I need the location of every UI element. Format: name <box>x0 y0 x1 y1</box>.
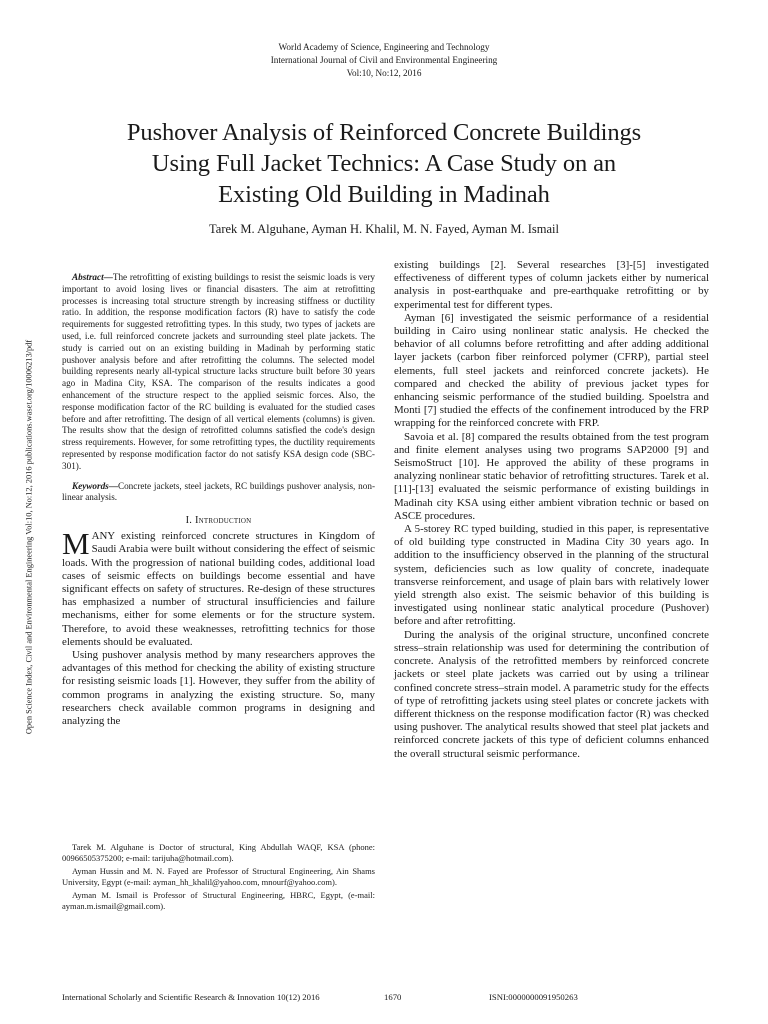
paper-title <box>20 117 748 210</box>
journal-subtitle: International Journal of Civil and Environmental Engineering <box>270 55 498 65</box>
author-footnotes <box>62 842 375 915</box>
footer-publisher: International Scholarly and Scientific Research & Innovation 10(12) 2016 <box>62 992 320 1002</box>
right-paragraph-3: Savoia et al. [8] compared the results obtained from the test program and finite element analyses using two programs SAP2000 [9] and SeismoStruct [10]. He approved the ability of these programs in analyzing nonlinear static behavior of retrofitting structures. Tarek et al. [11]-[13] evaluated the seismic performance of existing buildings in Madinah city KSA using either ambient vibration technic or based on ASCE procedures. <box>394 430 709 522</box>
footer-isni: ISNI:0000000091950263 <box>489 992 578 1002</box>
section-title: Introduction <box>194 515 252 527</box>
keywords <box>62 481 375 505</box>
side-margin-notice <box>22 262 36 812</box>
section-number: I. <box>185 515 193 527</box>
abstract-dash: — <box>103 272 113 282</box>
author-list: Tarek M. Alguhane, Ayman H. Khalil, M. N. Fayed, Ayman M. Ismail <box>209 222 559 236</box>
side-margin-text: Open Science Index, Civil and Environmental Engineering Vol:10, No:12, 2016 publications.waset.org/10006213/pdf <box>24 339 34 735</box>
intro-paragraph-1 <box>62 526 375 649</box>
intro-lead-word: ANY <box>91 530 115 543</box>
title-line-1: Pushover Analysis of Reinforced Concrete Buildings <box>126 119 642 146</box>
keywords-text: Concrete jackets, steel jackets, RC buildings pushover analysis, non-linear analysis. <box>62 480 375 503</box>
footnote-3: Ayman M. Ismail is Professor of Structural Engineering, HBRC, Egypt, (e-mail: ayman.m.ismail@gmail.com). <box>62 890 375 911</box>
intro-paragraph-1-text: existing reinforced concrete structures in Kingdom of Saudi Arabia were built without considering the effect of seismic loads. With the progression of national building codes, additional load cases of seismic effects on buildings become essential and have significant effects on safety of structures. Re-design of these structures has emphasized a number of structural insufficiencies and failure mechanisms, either for some elements or for the structure system. Therefore, to avoid these weaknesses, retrofitting technics for those elements should be evaluated. <box>62 530 375 648</box>
right-paragraph-5: During the analysis of the original structure, unconfined concrete stress–strain relationship was used for determining the contribution of concrete. Analysis of the retrofitted members by reinforced concrete jackets or steel plate jackets was carried out by using a trilinear confined concrete stress–strain model. A parametric study for the effects of type of retrofitting jackets using steel plates or concrete jackets with different thickness on the response modification factor (R) was checked using pushover. The analytical results showed that steel plat jackets and reinforced concrete jackets of this type of deficient columns enhanced the overall structural seismic performance. <box>394 628 709 760</box>
journal-volume: Vol:10, No:12, 2016 <box>346 68 422 78</box>
page-number: 1670 <box>384 992 402 1002</box>
abstract-text: The retrofitting of existing buildings to resist the seismic loads is very important to avoid losing lives or financial disasters. The aim at retrofitting processes is increasing total structure strength by increasing stiffness or ductility ratio. In addition, the response modification factors (R) have to satisfy the code requirements for suggested retrofitting types. In this study, two types of jackets are used, i.e. full reinforced concrete jackets and surrounding steel plate jackets. The study is carried out on an existing building in Madinah by performing static pushover analysis before and after retrofitting the columns. The selected model building represents nearly all-typical structure lacks structure built before 30 years ago in Madina City, KSA. The comparison of the results indicates a good enhancement of the structure respect to the applied seismic forces. Also, the response modification factor of the RC building is evaluated for the studied cases before and after retrofitting. The design of all vertical elements (columns) is given. The results show that the design of retrofitted columns satisfied the code's design stress requirements. However, for some retrofitting types, the ductility requirements represented by response modification factor do not satisfy KSA design code (SBC- 301). <box>62 272 375 471</box>
intro-paragraph-2: Using pushover analysis method by many researchers approves the advantages of this method for checking the ability of existing structure for resisting seismic loads [1]. However, they suffer from the ability of common programs in analyzing the existing structure. So, many researchers check available common programs in designing and analyzing the <box>62 648 375 727</box>
right-paragraph-1: existing buildings [2]. Several researches [3]-[5] investigated effectiveness of different types of column jackets either by numerical analysis in post-earthquake and pre-earthquake retrofitting or by experimental test for different types. <box>394 259 709 311</box>
abstract-label: Abstract <box>72 272 104 282</box>
title-line-3: Existing Old Building in Madinah <box>218 181 550 208</box>
footnote-1: Tarek M. Alguhane is Doctor of structural, King Abdullah WAQF, KSA (phone: 00966505375200; e-mail: tarijuha@hotmail.com). <box>62 842 375 863</box>
title-line-2: Using Full Jacket Technics: A Case Study on an <box>151 150 617 177</box>
keywords-label: Keywords <box>72 480 109 491</box>
right-paragraph-4: A 5-storey RC typed building, studied in this paper, is representative of old building type constructed in Madina City 30 years ago. In addition to the insufficiency observed in the planning of the structural system, deficiencies such as low quality of concrete, inadequate transverse reinforcement, and usage of plain bars with relatively lower yield strength also exist. The seismic behavior of this building is investigated using nonlinear static analytical procedure (Pushover) before and after retrofitting. <box>394 523 709 628</box>
abstract <box>62 272 375 473</box>
drop-cap: M <box>62 526 90 562</box>
keywords-dash: — <box>108 480 118 491</box>
footnote-2: Ayman Hussin and M. N. Fayed are Professor of Structural Engineering, Ain Shams University, Egypt (e-mail: ayman_hh_khalil@yahoo.com, mnourf@yahoo.com). <box>62 866 375 887</box>
right-column <box>394 259 709 761</box>
journal-name: World Academy of Science, Engineering and Technology <box>278 42 490 52</box>
left-column <box>62 272 375 728</box>
right-paragraph-2: Ayman [6] investigated the seismic performance of a residential building in Cairo using nonlinear static analysis. He checked the behavior of all columns before retrofitting and after adding additional layer jackets (carbon fiber reinforced polymer (CFRP), partial steel elements, full steel jackets and reinforced concrete jackets). He compared and checked the ability of previous jacket types for enhancing seismic performance of the studied building. Spoelstra and Monti [7] studied the effects of the confinement introduced by the FRP wrapping for the reinforced concrete with FRP. <box>394 311 709 430</box>
section-heading-introduction <box>62 515 375 526</box>
